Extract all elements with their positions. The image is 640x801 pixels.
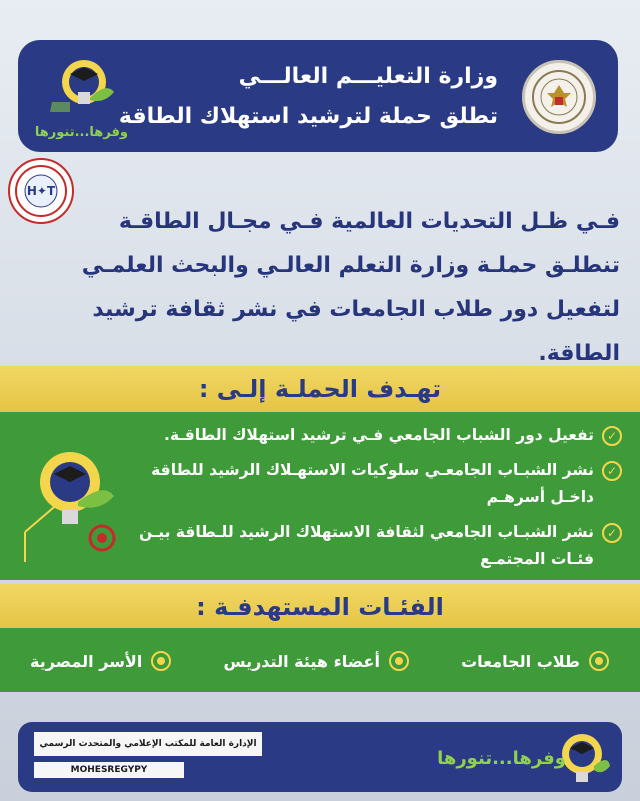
target-item [461, 650, 610, 672]
campaign-logo [34, 52, 128, 140]
header-title: وزارة التعليـــم العالـــي [238, 64, 498, 89]
targets-panel [0, 628, 640, 692]
target-label: أعضاء هيئة التدريس [223, 651, 380, 671]
graduation-bulb-icon [40, 52, 128, 122]
targets-banner [0, 584, 640, 630]
target-item [223, 650, 409, 672]
goal-item [122, 519, 622, 573]
goals-panel [0, 412, 640, 580]
check-icon: ✓ [602, 461, 622, 481]
target-label: الأسر المصرية [30, 651, 143, 671]
svg-text:H✦T: H✦T [26, 184, 56, 198]
goal-text: نشر الشبـاب الجامعي لثقافة الاستهلاك الرشيد للـطاقة بيـن فئـات المجتمـع [139, 523, 594, 568]
footer-banner [18, 722, 622, 792]
goal-text: نشر الشبـاب الجامعـي سلوكيات الاستهـلاك الرشيد للطاقة داخـل أسرهـم [151, 461, 594, 506]
target-item [30, 650, 172, 672]
intro-line: فـي ظـل التحديات العالمية فـي مجـال الطاقـة [118, 209, 620, 234]
intro-line: تنطلـق حملـة وزارة التعلم العالـي والبحث العلمـي [81, 253, 620, 278]
intro-text [20, 200, 620, 376]
goal-item [122, 422, 622, 449]
goals-list [122, 422, 622, 581]
logo-slogan: وفرها...تنورها [34, 125, 128, 140]
goals-title: تهـدف الحملـة إلـى : [198, 375, 442, 403]
goal-text: تفعيل دور الشباب الجامعي فـي ترشيد استهلاك الطاقـة. [164, 426, 594, 444]
target-icon [588, 650, 610, 672]
lightbulb-icon [20, 432, 130, 572]
footer-office-label: الإدارة العامة للمكتب الإعلامي والمتحدث الرسمي [34, 732, 262, 756]
check-icon: ✓ [602, 523, 622, 543]
targets-list [30, 650, 610, 672]
check-icon: ✓ [602, 426, 622, 446]
header-subtitle: تطلق حملة لترشيد استهلاك الطاقة [118, 104, 498, 129]
target-icon [388, 650, 410, 672]
targets-title: الفئـات المستهدفـة : [196, 593, 444, 621]
ministry-seal-icon [522, 60, 596, 134]
footer-handle: MOHESREGYPY [34, 762, 184, 778]
goal-item [122, 457, 622, 511]
target-icon [150, 650, 172, 672]
header-banner [18, 40, 618, 152]
goals-banner [0, 366, 640, 412]
target-label: طلاب الجامعات [461, 651, 580, 671]
footer-slogan: وفرها...تنورها [437, 748, 566, 769]
intro-line: لتفعيل دور طلاب الجامعات في نشر ثقافة ترشيد الطاقة. [92, 297, 620, 366]
